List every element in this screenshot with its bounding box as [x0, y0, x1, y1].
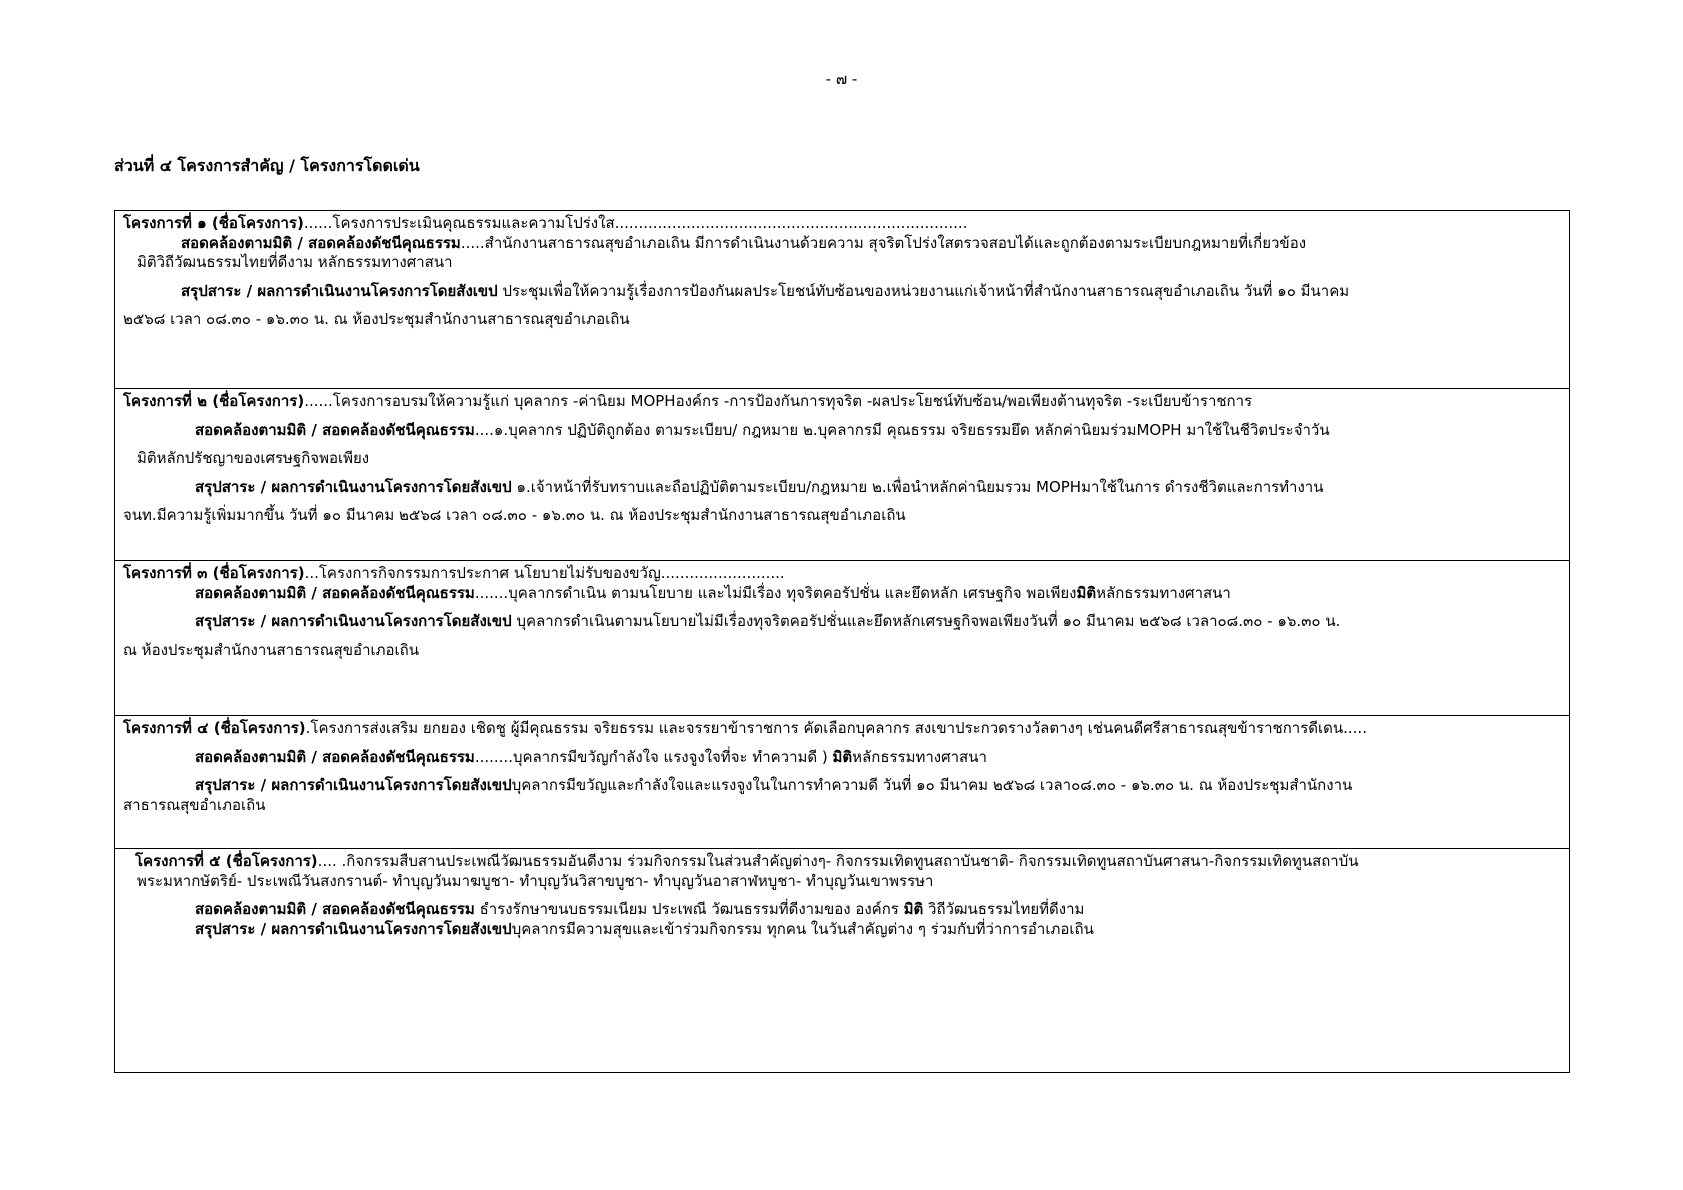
project-5 [115, 849, 1569, 1072]
summary-label: สรุปสาระ / ผลการดำเนินงานโครงการโดยสังเขป [195, 612, 512, 630]
summary-text: ประชุมเพื่อให้ความรู้เรื่องการป้องกันผลประโยชน์ทับซ้อนของหน่วยงานแก่เจ้าหน้าที่สำนักงานสาธารณสุขอำเภอเถิน วันที่ ๑๐ มีนาคม [497, 281, 1350, 300]
dimension-label: มิติ [903, 900, 924, 918]
summary-continuation: ณ ห้องประชุมสำนักงานสาธารณสุขอำเภอเถิน [123, 640, 419, 659]
summary-continuation: จนท.มีความรู้เพิ่มมากขึ้น วันที่ ๑๐ มีนาคม ๒๕๖๘ เวลา ๐๘.๓๐ - ๑๖.๓๐ น. ณ ห้องประชุมสำนักงานสาธารณสุขอำเภอเถิน [123, 506, 906, 524]
alignment-continuation: มิติวิถีวัฒนธรรมไทยที่ดีงาม หลักธรรมทางศาสนา [137, 253, 453, 271]
project-name: .โครงการส่งเสริม ยกยอง เชิดชู ผู้มีคุณธรรม จริยธรรม และจรรยาข้าราชการ คัดเลือกบุคลากร สงเขาประกวดรางวัลตางๆ เช่นคนดีศรีสาธารณสุขข้าราชการดีเดน..... [305, 719, 1367, 737]
summary-label: สรุปสาระ / ผลการดำเนินงานโครงการโดยสังเขป [195, 776, 512, 794]
section-title: ส่วนที่ ๔ โครงการสำคัญ / โครงการโดดเด่น [114, 156, 420, 175]
alignment-label: สอดคล้องตามมิติ / สอดคล้องดัชนีคุณธรรม [195, 420, 475, 439]
page-number: - ๗ - [825, 70, 858, 88]
summary-text: บุคลากรดำเนินตามนโยบายไม่มีเรื่องทุจริตคอรัปชั่นและยึดหลักเศรษฐกิจพอเพียงวันที่ ๑๐ มีนาคม ๒๕๖๘ เวลา๐๘.๓๐ - ๑๖.๓๐ น. [511, 612, 1341, 630]
dimension-label: มิติ [1076, 583, 1097, 602]
project-heading: โครงการที่ ๒ (ชื่อโครงการ) [123, 392, 305, 410]
alignment-text: .......บุคลากรดำเนิน ตามนโยบาย และไม่มีเรื่อง ทุจริตคอรัปชั่น และยึดหลัก เศรษฐกิจ พอเพียง [474, 583, 1077, 602]
dimension-label: มิติ [832, 747, 853, 766]
summary-label: สรุปสาระ / ผลการดำเนินงานโครงการโดยสังเขป [195, 919, 512, 938]
summary-label: สรุปสาระ / ผลการดำเนินงานโครงการโดยสังเขป [181, 281, 498, 300]
project-3 [115, 561, 1569, 716]
summary-text: บุคลากรมีความสุขและเข้าร่วมกิจกรรม ทุกคน ในวันสำคัญต่าง ๆ ร่วมกับที่ว่าการอำเภอเถิน [511, 919, 1094, 938]
summary-continuation: ๒๕๖๘ เวลา ๐๘.๓๐ - ๑๖.๓๐ น. ณ ห้องประชุมสำนักงานสาธารณสุขอำเภอเถิน [123, 310, 630, 328]
project-heading: โครงการที่ ๕ (ชื่อโครงการ) [135, 852, 318, 870]
project-name-continuation: พระมหากษัตริย์- ประเพณีวันสงกรานต์- ทำบุญวันมาฆบูชา- ทำบุญวันวิสาขบูชา- ทำบุญวันอาสาฬหบูชา- ทำบุญวันเขาพรรษา [137, 871, 934, 890]
project-1 [115, 211, 1569, 389]
project-name: ......โครงการประเมินคุณธรรมและความโปร่งใส.......................................................................... [303, 214, 968, 232]
project-heading: โครงการที่ ๑ (ชื่อโครงการ) [123, 214, 304, 232]
alignment-text: .....สำนักงานสาธารณสุขอำเภอเถิน มีการดำเนินงานด้วยความ สุจริตโปร่งใสตรวจสอบได้และถูกต้องตามระเบียบกฎหมายที่เกี่ยวข้อง [460, 233, 1307, 252]
project-name: ...โครงการกิจกรรมการประกาศ นโยบายไม่รับของขวัญ.......................... [304, 564, 785, 582]
project-name: .... .กิจกรรมสืบสานประเพณีวัฒนธรรมอันดีงาม ร่วมกิจกรรมในส่วนสำคัญต่างๆ- กิจกรรมเทิดทูนสถาบันชาติ- กิจกรรมเทิดทูนสถาบันศาสนา-กิจกรรมเทิดทูนสถาบัน [317, 852, 1359, 870]
alignment-text: ....๑.บุคลากร ปฏิบัติถูกต้อง ตามระเบียบ/ กฎหมาย ๒.บุคลากรมี คุณธรรม จริยธรรมยึด หลักค่านิยมร่วมMOPH มาใช้ในชีวิตประจำวัน [474, 420, 1330, 439]
summary-label: สรุปสาระ / ผลการดำเนินงานโครงการโดยสังเขป [195, 477, 512, 496]
alignment-label: สอดคล้องตามมิติ / สอดคล้องดัชนีคุณธรรม [181, 233, 461, 252]
project-2 [115, 389, 1569, 561]
dimension-text: หลักธรรมทางศาสนา [852, 747, 987, 766]
projects-table [114, 210, 1570, 1073]
alignment-text: ธำรงรักษาขนบธรรมเนียม ประเพณี วัฒนธรรมที่ดีงามของ องค์กร [474, 900, 904, 918]
dimension-text: หลักธรรมทางศาสนา [1096, 583, 1231, 602]
alignment-label: สอดคล้องตามมิติ / สอดคล้องดัชนีคุณธรรม [195, 583, 475, 602]
alignment-continuation: มิติหลักปรัชญาของเศรษฐกิจพอเพียง [137, 449, 370, 467]
project-heading: โครงการที่ ๓ (ชื่อโครงการ) [123, 564, 305, 582]
dimension-text: วิถีวัฒนธรรมไทยที่ดีงาม [923, 900, 1085, 918]
alignment-label: สอดคล้องตามมิติ / สอดคล้องดัชนีคุณธรรม [195, 747, 475, 766]
alignment-text: ........บุคลากรมีขวัญกำลังใจ แรงจูงใจที่จะ ทำความดี ) [474, 747, 833, 766]
summary-continuation: สาธารณสุขอำเภอเถิน [123, 795, 266, 814]
project-heading: โครงการที่ ๔ (ชื่อโครงการ) [123, 719, 306, 737]
project-4 [115, 716, 1569, 849]
alignment-label: สอดคล้องตามมิติ / สอดคล้องดัชนีคุณธรรม [195, 900, 475, 918]
summary-text: บุคลากรมีขวัญและกำลังใจและแรงจูงในในการทำความดี วันที่ ๑๐ มีนาคม ๒๕๖๘ เวลา๐๘.๓๐ - ๑๖.๓๐ น. ณ ห้องประชุมสำนักงาน [511, 776, 1353, 794]
project-name: ......โครงการอบรมให้ความรู้แก่ บุคลากร -ค่านิยม MOPHองค์กร -การป้องกันการทุจริต -ผลประโยชน์ทับซ้อน/พอเพียงต้านทุจริต -ระเบียบข้าราชการ [304, 392, 1253, 410]
summary-text: ๑.เจ้าหน้าที่รับทราบและถือปฏิบัติตามระเบียบ/กฎหมาย ๒.เพื่อนำหลักค่านิยมรวม MOPHมาใช้ในการ ดำรงชีวิตและการทำงาน [511, 477, 1324, 496]
